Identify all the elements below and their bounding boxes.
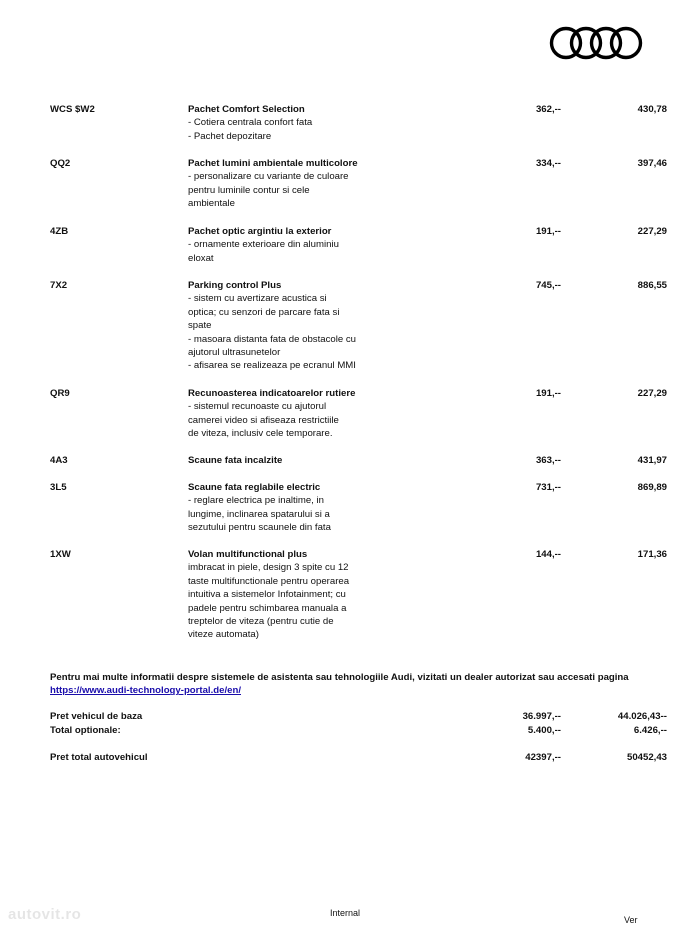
option-detail-line: ambientale xyxy=(188,198,235,210)
option-detail-line: spate xyxy=(188,320,212,332)
option-code: WCS $W2 xyxy=(50,104,95,115)
option-detail-line: viteze automata) xyxy=(188,629,259,641)
classification-label: Internal xyxy=(330,908,361,918)
options-total-gross: 6.426,-- xyxy=(633,725,667,736)
option-code: 1XW xyxy=(50,549,71,560)
info-block xyxy=(50,671,629,698)
option-title: Volan multifunctional plus xyxy=(188,549,308,560)
option-code: 4A3 xyxy=(50,455,68,466)
option-detail-line: eloxat xyxy=(188,252,214,264)
version-label: Ver xyxy=(624,915,638,925)
audi-logo xyxy=(549,25,643,61)
option-price-net: 191,-- xyxy=(535,388,561,399)
option-detail-line: - Pachet depozitare xyxy=(188,130,272,142)
option-price-gross: 171,36 xyxy=(637,549,667,560)
options-total-net: 5.400,-- xyxy=(527,725,561,736)
option-description xyxy=(188,225,373,265)
watermark: autovit.ro xyxy=(8,906,82,923)
option-detail-line: - reglare electrica pe inaltime, in xyxy=(188,495,324,507)
options-total-label: Total optionale: xyxy=(50,725,121,736)
option-price-gross: 431,97 xyxy=(637,455,667,466)
option-title: Scaune fata reglabile electric xyxy=(188,482,321,493)
grand-total-gross: 50452,43 xyxy=(626,752,667,763)
info-text: Pentru mai multe informatii despre sistemele de asistenta sau tehnologiile Audi, vizitati un dealer autorizat sau accesati pagina xyxy=(50,672,629,683)
option-description xyxy=(188,387,373,441)
option-detail-line: - personalizare cu variante de culoare xyxy=(188,171,349,183)
option-detail-line: pentru luminile contur si cele xyxy=(188,184,310,196)
option-description xyxy=(188,481,373,535)
option-detail-line: imbracat in piele, design 3 spite cu 12 xyxy=(188,562,349,574)
option-description xyxy=(188,157,373,211)
option-price-net: 191,-- xyxy=(535,226,561,237)
option-title: Recunoasterea indicatoarelor rutiere xyxy=(188,388,356,399)
option-code: QQ2 xyxy=(50,158,71,169)
option-code: 4ZB xyxy=(50,226,69,237)
base-price-label: Pret vehicul de baza xyxy=(50,711,143,722)
option-title: Parking control Plus xyxy=(188,280,282,291)
option-detail-line: de viteza, inclusiv cele temporare. xyxy=(188,428,333,440)
option-detail-line: padele pentru schimbarea manuala a xyxy=(188,602,347,614)
option-detail-line: - Cotiera centrala confort fata xyxy=(188,117,313,129)
option-code: 3L5 xyxy=(50,482,67,493)
option-price-net: 362,-- xyxy=(535,104,561,115)
option-title: Pachet Comfort Selection xyxy=(188,104,305,115)
option-detail-line: taste multifunctionale pentru operarea xyxy=(188,575,350,587)
option-code: 7X2 xyxy=(50,280,68,291)
option-detail-line: treptelor de viteza (pentru cutie de xyxy=(188,616,334,628)
option-price-net: 144,-- xyxy=(535,549,561,560)
option-price-net: 731,-- xyxy=(535,482,561,493)
option-detail-line: - ornamente exterioare din aluminiu xyxy=(188,239,339,251)
option-detail-line: optica; cu senzori de parcare fata si xyxy=(188,306,340,318)
option-detail-line: - sistem cu avertizare acustica si xyxy=(188,293,327,305)
option-price-net: 363,-- xyxy=(535,455,561,466)
option-price-gross: 227,29 xyxy=(637,388,667,399)
option-title: Scaune fata incalzite xyxy=(188,455,283,466)
option-detail-line: sezutului pentru scaunele din fata xyxy=(188,522,331,534)
option-description xyxy=(188,103,373,143)
option-description xyxy=(188,548,373,642)
option-price-gross: 430,78 xyxy=(637,104,667,115)
option-price-gross: 869,89 xyxy=(637,482,667,493)
option-description xyxy=(188,279,373,373)
option-price-gross: 397,46 xyxy=(637,158,667,169)
option-title: Pachet optic argintiu la exterior xyxy=(188,226,332,237)
option-detail-line: - sistemul recunoaste cu ajutorul xyxy=(188,401,327,413)
grand-total-net: 42397,-- xyxy=(525,752,561,763)
option-description xyxy=(188,454,373,467)
option-detail-line: - masoara distanta fata de obstacole cu xyxy=(188,333,356,345)
option-price-net: 745,-- xyxy=(535,280,561,291)
option-detail-line: intuitiva a sistemelor Infotainment; cu xyxy=(188,589,346,601)
base-price-net: 36.997,-- xyxy=(522,711,561,722)
option-price-net: 334,-- xyxy=(535,158,561,169)
info-link[interactable]: https://www.audi-technology-portal.de/en/ xyxy=(50,685,241,697)
option-detail-line: lungime, inclinarea spatarului si a xyxy=(188,508,330,520)
option-price-gross: 227,29 xyxy=(637,226,667,237)
option-detail-line: camerei video si afiseaza restrictiile xyxy=(188,414,339,426)
option-detail-line: - afisarea se realizeaza pe ecranul MMI xyxy=(188,360,356,372)
base-price-gross: 44.026,43-- xyxy=(617,711,667,722)
option-detail-line: ajutorul ultrasunetelor xyxy=(188,347,281,359)
grand-total-label: Pret total autovehicul xyxy=(50,752,148,763)
option-title: Pachet lumini ambientale multicolore xyxy=(188,158,358,169)
option-price-gross: 886,55 xyxy=(637,280,667,291)
option-code: QR9 xyxy=(50,388,70,399)
